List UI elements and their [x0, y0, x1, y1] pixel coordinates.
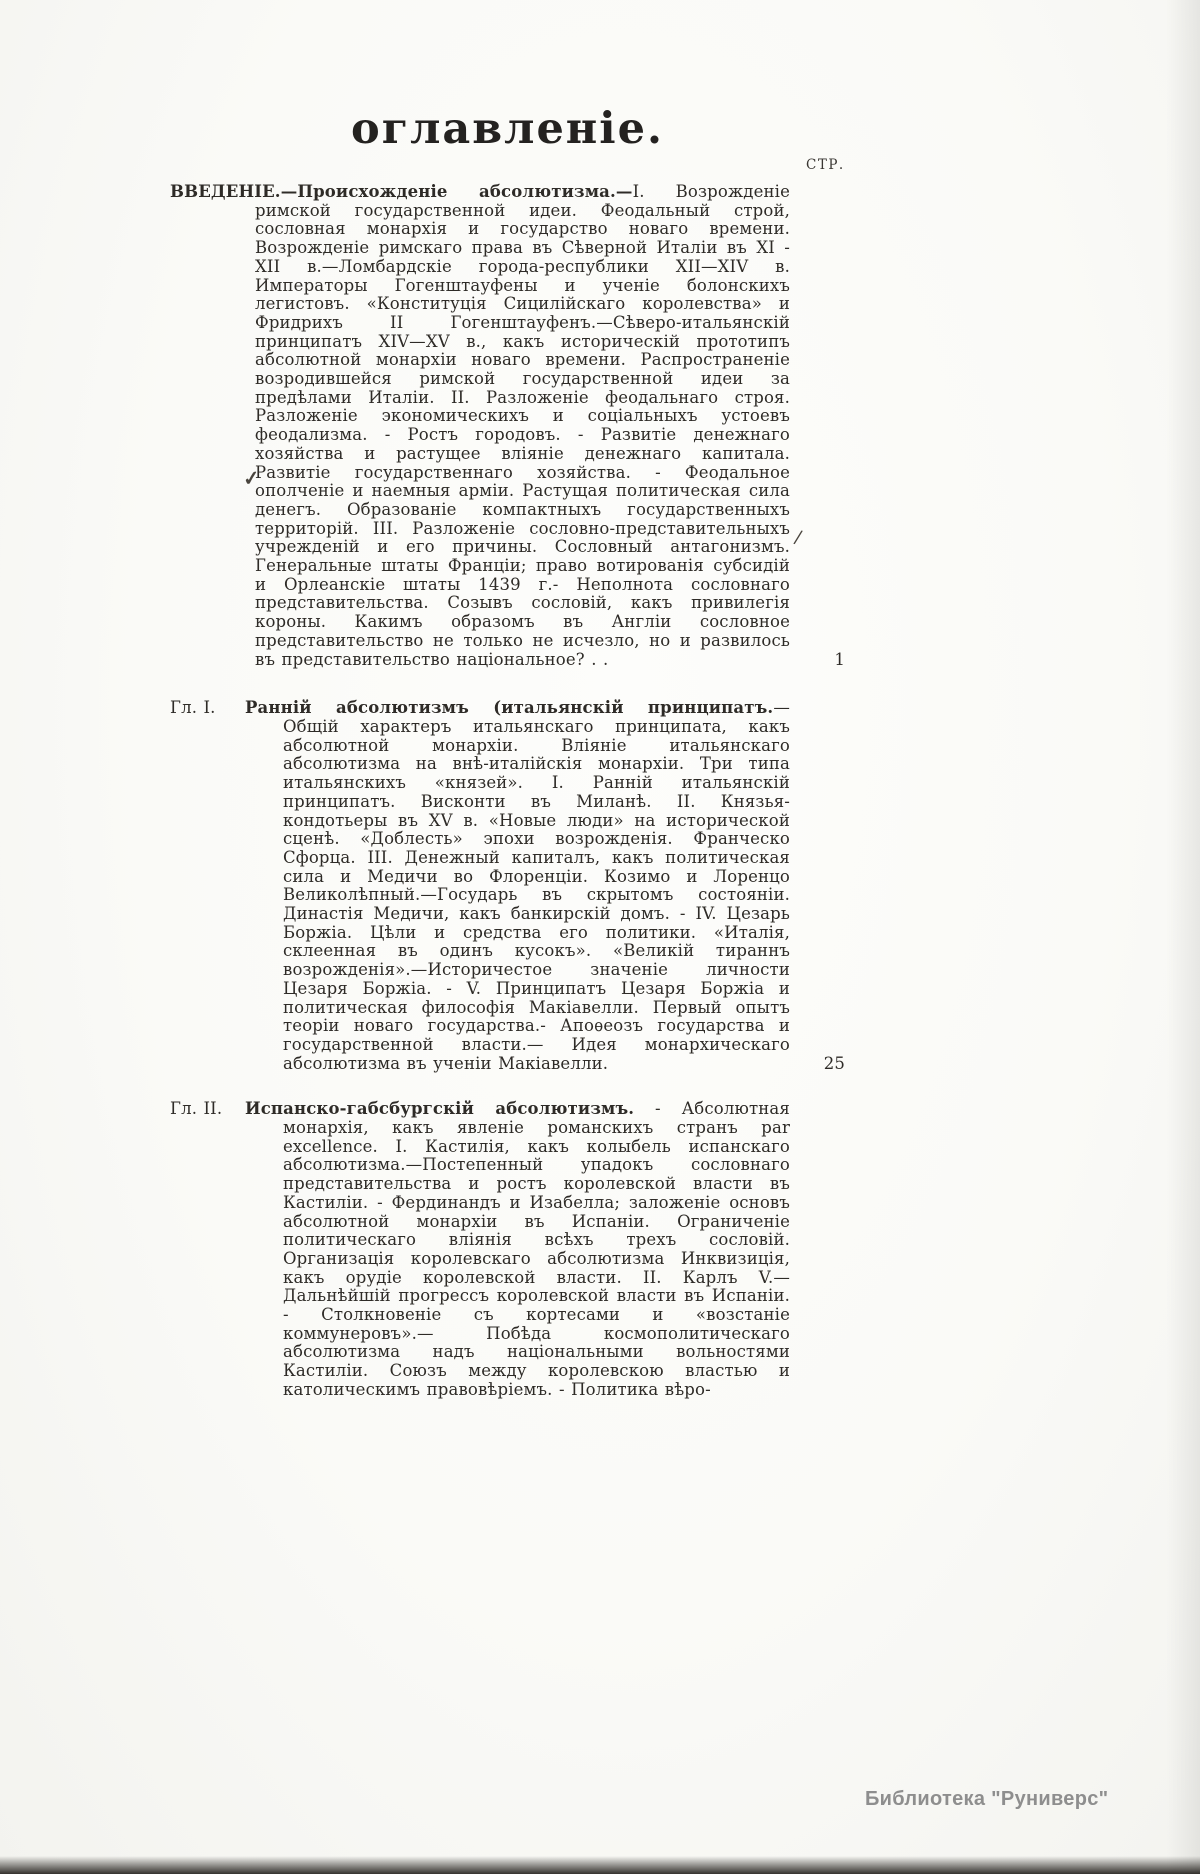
toc-entry-text: [245, 699, 790, 1073]
toc-entry-page-number: 1: [834, 649, 845, 669]
toc-entry-text: [170, 183, 790, 669]
page-edge-shade-right: [1166, 0, 1200, 1874]
page-edge-shadow-bottom: [0, 1856, 1200, 1874]
handwritten-slash-mark: /: [792, 526, 804, 549]
chapter-label: Гл. I.: [170, 698, 216, 718]
toc-entry-introduction: [170, 183, 845, 669]
page-number-column-header: СТР.: [806, 157, 845, 173]
handwritten-check-mark: ✓: [241, 465, 261, 491]
library-watermark: Библиотека "Руниверс": [865, 1788, 1109, 1810]
toc-entry-title: Ранній абсолютизмъ (итальянскій принципатъ.: [245, 698, 774, 718]
toc-entry-title: Испанско-габсбургскій абсолютизмъ.: [245, 1099, 635, 1119]
toc-entry-body: - Абсолютная монархія, какъ явленіе романскихъ странъ par excellence. I. Кастилія, какъ колыбель испанскаго абсолютизма.—Постепенный упадокъ сословнаго представительства и ростъ королевской власти въ Кастиліи. - Фердинандъ и Изабелла; заложеніе основъ абсолютной монархіи въ Испаніи. Ограниченіе политическаго вліянія всѣхъ трехъ сословій. Организація королевскаго абсолютизма Инквизиція, какъ орудіе королевской власти. II. Карлъ V.— Дальнѣйшій прогрессъ королевской власти въ Испаніи. - Столкновеніе съ кортесами и «возстаніе коммунеровъ».— Побѣда космополитическаго абсолютизма надъ національными вольностями Кастиліи. Союзъ между королевскою властью и католическимъ правовѣріемъ. - Политика вѣро-: [283, 1099, 790, 1399]
toc-entry-body: —Общій характеръ итальянскаго принципата, какъ абсолютной монархіи. Вліяніе итальянскаго абсолютизма на внѣ-италійскія монархіи. Три типа итальянскихъ «князей». I. Ранній итальянскій принципатъ. Висконти въ Миланѣ. II. Князья-кондотьеры въ XV в. «Новые люди» на исторической сценѣ. «Доблесть» эпохи возрожденія. Франческо Сфорца. III. Денежный капиталъ, какъ политическая сила и Медичи во Флоренціи. Козимо и Лоренцо Великолѣпный.—Государь въ скрытомъ состояніи. Династія Медичи, какъ банкирскій домъ. - IV. Цезарь Боржіа. Цѣли и средства его политики. «Италія, склеенная въ одинъ кусокъ». «Великій тираннъ возрожденія».—Историчестое значеніе личности Цезаря Боржіа. - V. Принципатъ Цезаря Боржіа и политическая философія Макіавелли. Первый опытъ теоріи новаго государства.- Апоѳеозъ государства и государственной власти.— Идея монархическаго абсолютизма въ ученіи Макіавелли.: [283, 698, 790, 1073]
toc-entry-body: I. Возрожденіе римской государственной идеи. Феодальный строй, сословная монархія и государство новаго времени. Возрожденіе римскаго права въ Сѣверной Италіи въ XI - XII в.—Ломбардскіе города-республики XII—XIV в. Императоры Гогенштауфены и ученіе болонскихъ легистовъ. «Конституція Сицилійскаго королевства» и Фридрихъ II Гогенштауфенъ.—Сѣверо-итальянскій принципатъ XIV—XV в., какъ историческій прототипъ абсолютной монархіи новаго времени. Распространеніе возродившейся римской государственной идеи за предѣлами Италіи. II. Разложеніе феодальнаго строя. Разложеніе экономическихъ и соціальныхъ устоевъ феодализма. - Ростъ городовъ. - Развитіе денежнаго хозяйства и растущее вліяніе денежнаго капитала. Развитіе государственнаго хозяйства. - Феодальное ополченіе и наемныя арміи. Растущая политическая сила денегъ. Образованіе компактныхъ государственныхъ территорій. III. Разложеніе сословно-представительныхъ учрежденій и его причины. Сословный антагонизмъ. Генеральные штаты Франціи; право вотированія субсидій и Орлеанскіе штаты 1439 г.- Неполнота сословнаго представительства. Созывъ сословій, какъ привилегія короны. Какимъ образомъ въ Англіи сословное представительство не только не исчезло, но и развилось въ представительство національное? . .: [255, 182, 790, 669]
toc-entry-page-number: 25: [823, 1053, 845, 1073]
toc-entry-chapter-2: [170, 1100, 845, 1399]
toc-entry-text: [245, 1100, 790, 1399]
toc-entry-chapter-1: [170, 699, 845, 1073]
toc-entry-label: ВВЕДЕНІЕ.: [170, 182, 281, 201]
toc-entry-title: —Происхожденіе абсолютизма.—: [280, 182, 633, 201]
table-of-contents: [170, 183, 845, 1400]
chapter-label: Гл. II.: [170, 1099, 223, 1119]
page-title: оглавленіе.: [351, 104, 664, 154]
